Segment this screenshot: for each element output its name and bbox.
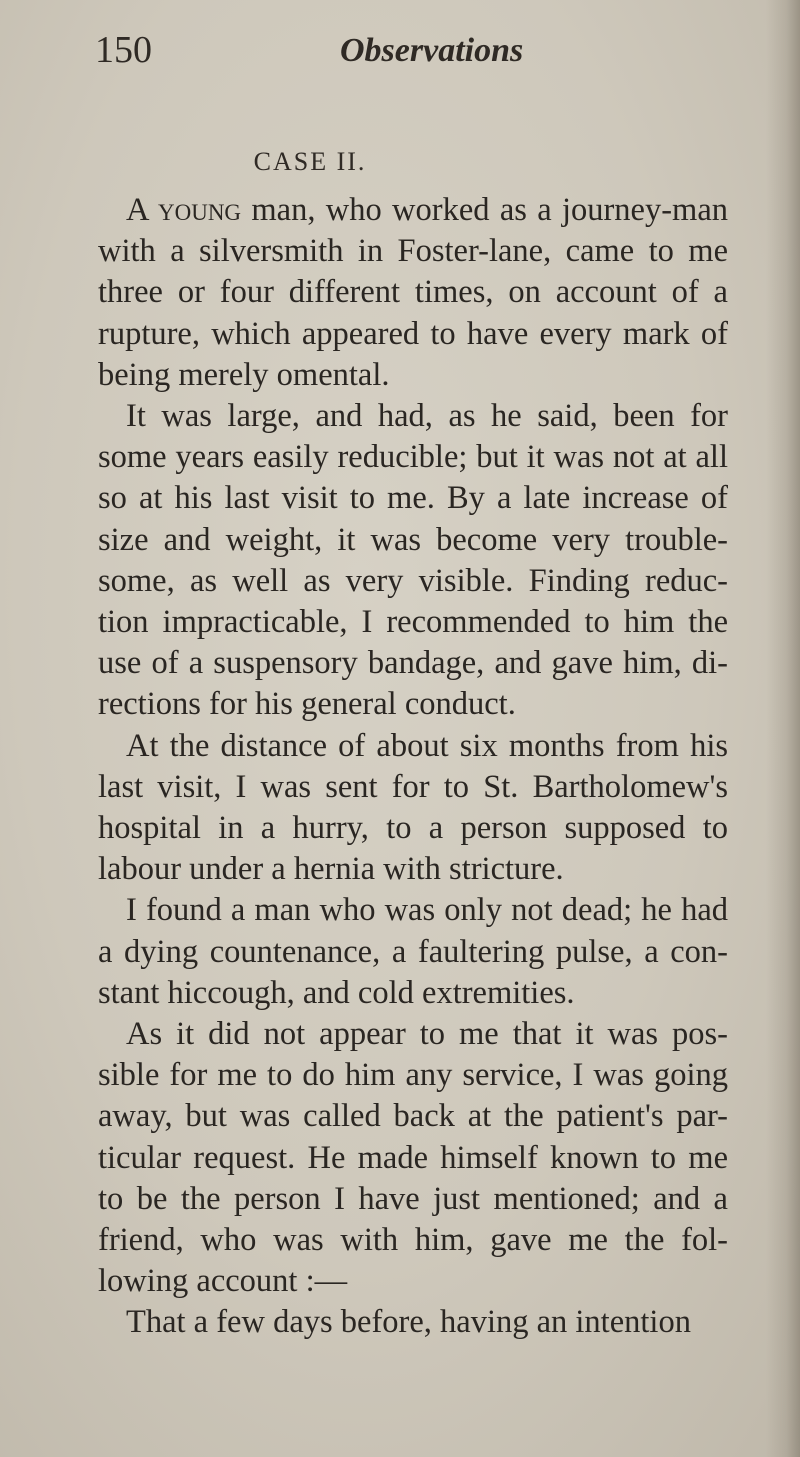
page-edge-shadow xyxy=(766,0,800,1457)
body-text xyxy=(98,190,728,1344)
paragraph-1-text: man, who worked as a journey-man with a silversmith in Foster-lane, came to me three or four different times, on account of a rupture, which appeared to have every mark of being merely omental. xyxy=(98,192,728,393)
paragraph-4: I found a man who was only not dead; he had a dying countenance, a faultering pulse, a con-stant hiccough, and cold extremities. xyxy=(98,892,728,1011)
page-number: 150 xyxy=(95,29,152,71)
case-heading: CASE II. xyxy=(253,147,367,176)
page-header xyxy=(95,28,715,78)
paragraph-6: That a few days before, having an intention xyxy=(126,1304,691,1341)
paragraph-1 xyxy=(98,190,728,396)
paragraph-2: It was large, and had, as he said, been for some years easily reducible; but it was not at all so at his last visit to me. By a late increase of size and weight, it was become very trouble-some, as well as very visible. Finding reduc-tion impracticable, I recommended to him the use of a suspensory bandage, and gave him, di-rections for his general conduct. xyxy=(98,398,728,723)
running-head: Observations xyxy=(340,32,524,69)
paragraph-1-lead: A young xyxy=(126,192,242,228)
paragraph-5: As it did not appear to me that it was pos-sible for me to do him any service, I was going away, but was called back at the patient's par-ticular request. He made himself known to me to be the person I have just mentioned; and a friend, who was with him, gave me the fol-lowing account :— xyxy=(98,1016,728,1300)
paragraph-3: At the distance of about six months from his last visit, I was sent for to St. Bartholomew's hospital in a hurry, to a person supposed to labour under a hernia with stricture. xyxy=(98,727,728,888)
